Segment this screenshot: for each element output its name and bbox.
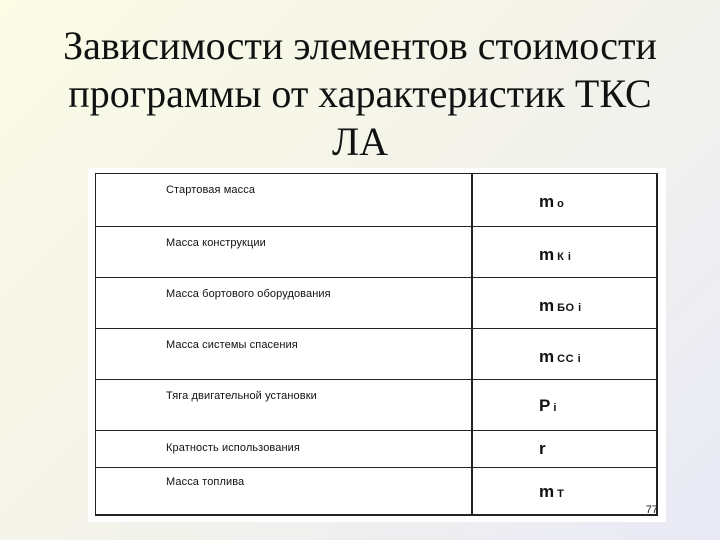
row-symbol: mСС i <box>539 347 582 366</box>
table-row <box>96 174 656 227</box>
slide-title <box>0 22 720 166</box>
row-label: Кратность использования <box>166 442 300 454</box>
table-row <box>96 468 656 514</box>
row-label: Масса бортового оборудования <box>166 288 331 300</box>
title-line-2: программы от характеристик ТКС <box>68 71 652 116</box>
row-symbol: Pi <box>539 396 557 415</box>
table-frame <box>95 173 658 516</box>
table-row <box>96 278 656 329</box>
page-number: 77 <box>645 504 658 516</box>
row-symbol: m T <box>539 482 565 501</box>
parameter-table <box>88 168 666 522</box>
row-label: Тяга двигательной установки <box>166 390 317 402</box>
row-symbol: r <box>539 439 547 458</box>
row-label: Масса системы спасения <box>166 339 298 351</box>
row-symbol: mo <box>539 192 565 211</box>
row-label: Масса конструкции <box>166 237 266 249</box>
row-symbol: mБО i <box>539 296 582 315</box>
table-row <box>96 329 656 380</box>
table-row <box>96 431 656 468</box>
title-line-1: Зависимости элементов стоимости <box>63 23 657 68</box>
row-symbol: m К i <box>539 245 572 264</box>
table-row <box>96 380 656 431</box>
table-row <box>96 227 656 278</box>
row-label: Масса топлива <box>166 476 245 488</box>
title-line-3: ЛА <box>331 119 388 164</box>
row-label: Стартовая масса <box>166 184 256 196</box>
